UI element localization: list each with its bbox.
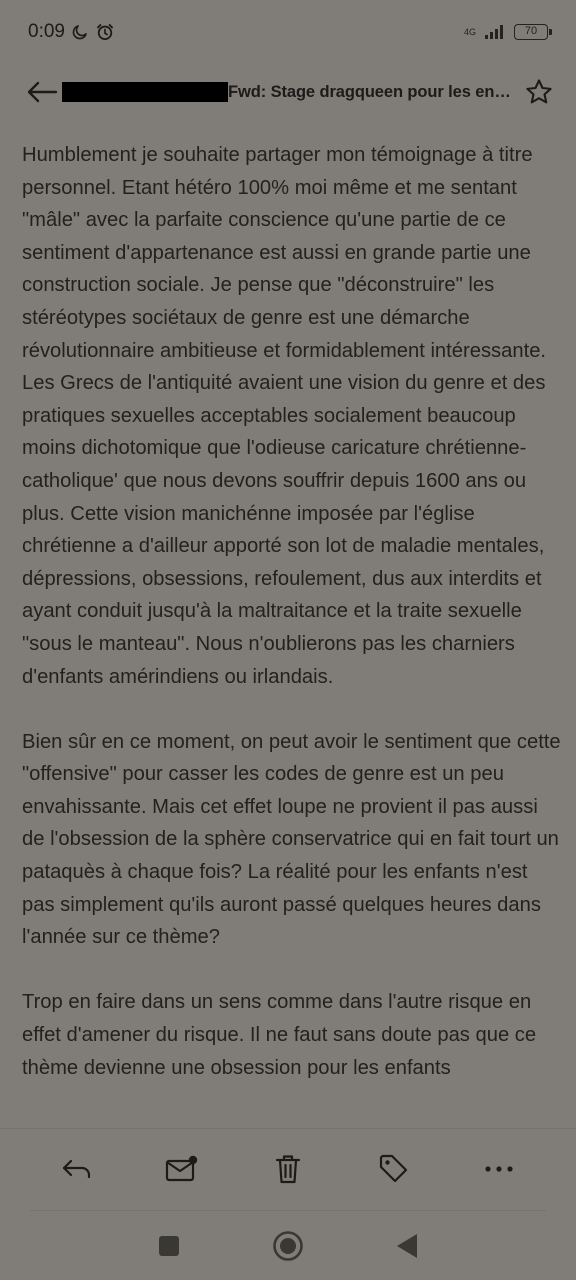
system-navigation-bar	[0, 1212, 576, 1280]
more-horizontal-icon	[484, 1165, 514, 1173]
message-subject: Fwd: Stage dragqueen pour les en…	[228, 82, 511, 101]
navbar-divider	[30, 1210, 546, 1211]
network-indicator	[464, 28, 476, 37]
network-type: 4G	[463, 26, 476, 37]
more-options-button[interactable]	[472, 1142, 526, 1196]
status-left	[28, 21, 115, 43]
body-paragraph-2: Bien sûr en ce moment, on peut avoir le sentiment que cette "offensive" pour casser les codes de genre est un peu envahissante. Mais cet effet loupe ne provient il pas aussi de l'obsession de la sphère conservatrice qui en fait tourt un pataquès à chaque fois? La réalité pour les enfants n'est pas simplement qu'ils auront passé quelques heures dans l'année sur ce thème?	[22, 730, 561, 949]
body-paragraph-3: Trop en faire dans un sens comme dans l'autre risque en effet d'amener du risque. Il ne faut sans doute pas que ce thème devienne une obsession pour les enfants	[22, 991, 537, 1079]
system-back-button[interactable]	[382, 1221, 432, 1271]
mail-unread-icon	[165, 1155, 199, 1183]
message-header	[0, 64, 576, 120]
signal-icon	[484, 24, 506, 40]
star-outline-icon	[524, 77, 554, 107]
alarm-icon	[95, 22, 115, 42]
reply-icon	[61, 1155, 93, 1183]
reply-button[interactable]	[50, 1142, 104, 1196]
arrow-left-icon	[26, 80, 58, 104]
triangle-back-icon	[396, 1233, 418, 1259]
battery-level: 70	[524, 25, 538, 37]
status-bar	[0, 0, 576, 64]
square-icon	[158, 1235, 180, 1257]
battery-indicator	[514, 24, 548, 40]
tag-icon	[378, 1153, 410, 1185]
redacted-sender	[62, 82, 228, 102]
delete-button[interactable]	[261, 1142, 315, 1196]
home-button[interactable]	[263, 1221, 313, 1271]
message-toolbar	[0, 1129, 576, 1209]
status-right	[464, 24, 548, 40]
trash-icon	[274, 1153, 302, 1185]
back-button[interactable]	[24, 74, 60, 110]
body-paragraph-1: Humblement je souhaite partager mon témoignage à titre personnel. Etant hétéro 100% moi même et me sentant "mâle" avec la parfaite conscience qu'une partie de ce sentiment d'appartenance est aussi en grande partie une construction sociale. Je pense que "déconstruire" les stéréotypes sociétaux de genre est une démarche révolutionnaire ambitieuse et formidablement intéressante. Les Grecs de l'antiquité avaient une vision du genre et des pratiques sexuelles acceptables socialement beaucoup moins dichotomique que l'odieuse caricature chrétienne-catholique' que nous devons souffrir depuis 1600 ans ou plus. Cette vision manichénne imposée par l'église chrétienne a d'ailleur apporté son lot de maladie mentales, dépressions, obsessions, refoulement, dus aux interdits et ayant conduit jusqu'à la maltraitance et la traite sexuelle "sous le manteau". Nous n'oublierons pas les charniers d'enfants amérindiens ou irlandais.	[22, 144, 547, 688]
moon-icon	[71, 23, 89, 41]
mark-unread-button[interactable]	[155, 1142, 209, 1196]
home-circle-icon	[272, 1230, 304, 1262]
message-body	[22, 139, 562, 1129]
label-button[interactable]	[367, 1142, 421, 1196]
recents-button[interactable]	[144, 1221, 194, 1271]
status-time: 0:09	[28, 21, 65, 42]
star-button[interactable]	[522, 75, 556, 109]
